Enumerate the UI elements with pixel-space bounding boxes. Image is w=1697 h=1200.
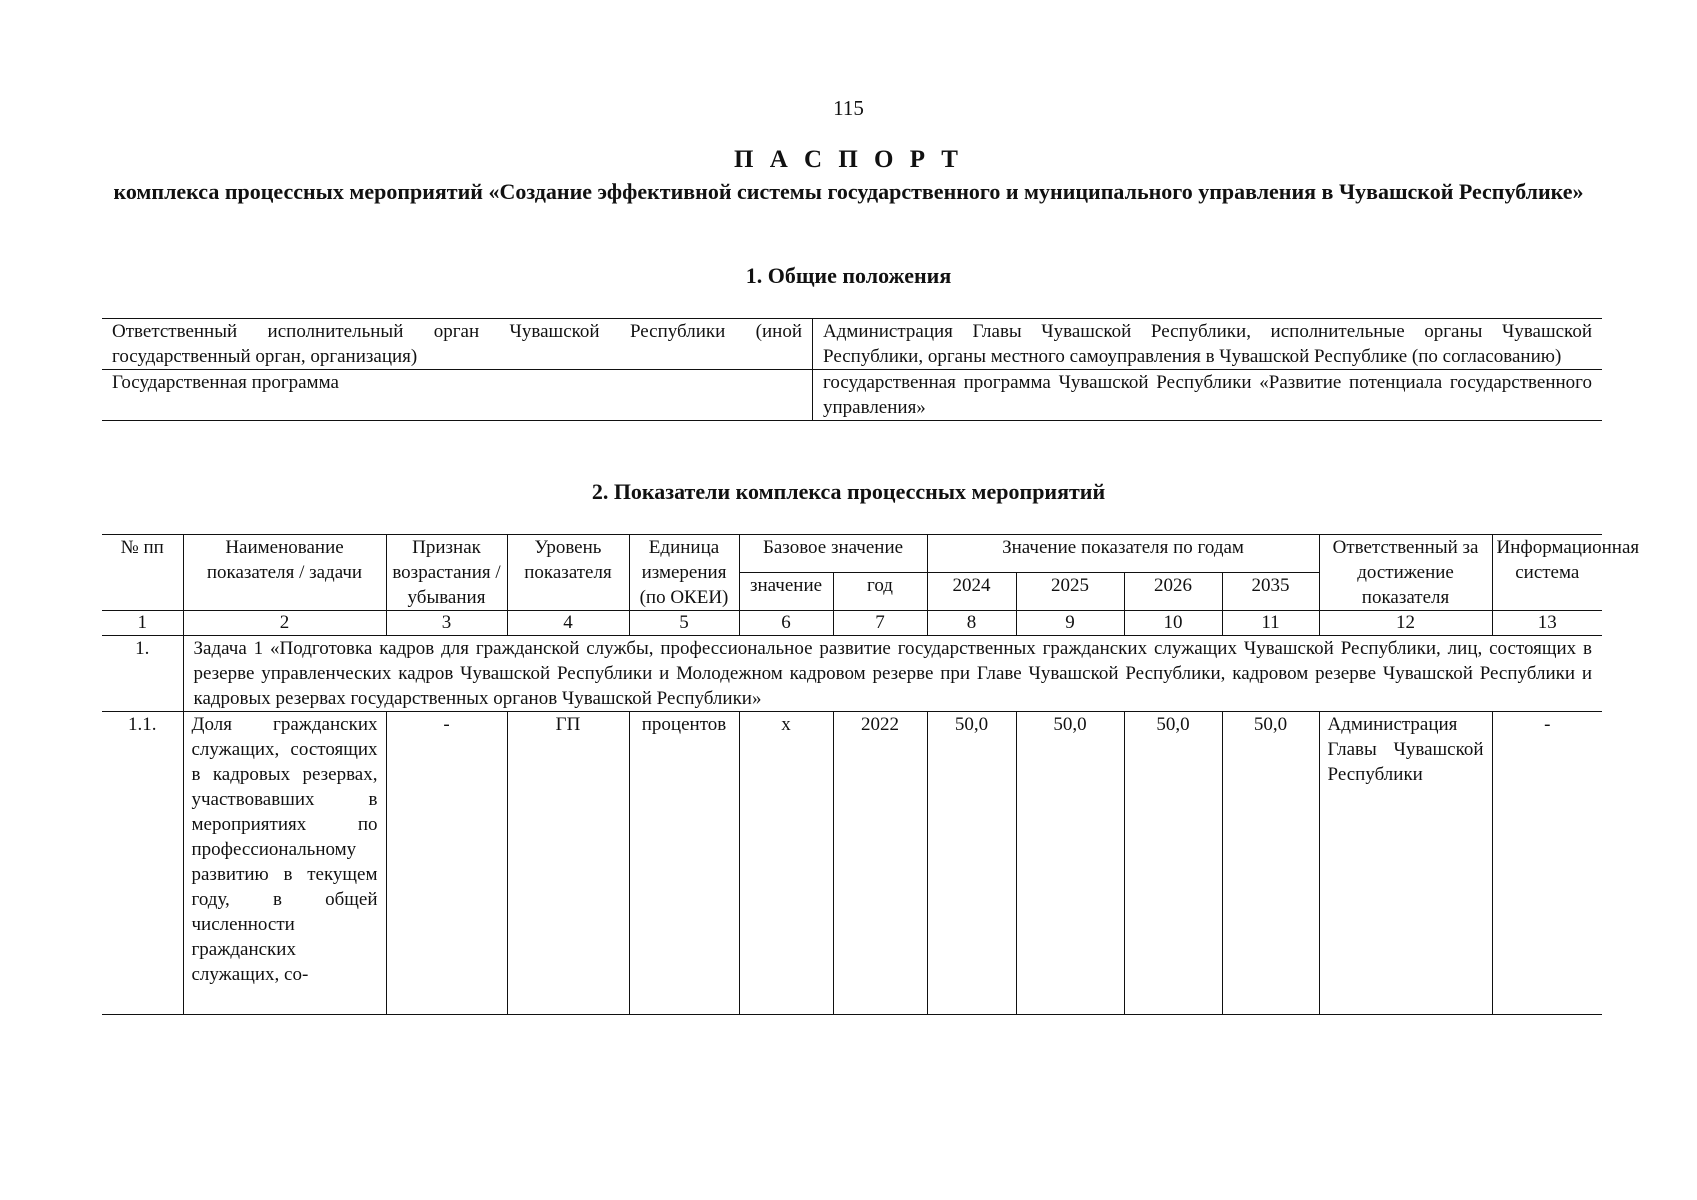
header-num: № пп <box>102 535 183 611</box>
general-row <box>102 370 1602 421</box>
header-base: Базовое значение <box>739 535 927 573</box>
column-numbers-row <box>102 611 1602 636</box>
column-number: 8 <box>927 611 1016 636</box>
general-row-label: Ответственный исполнительный орган Чувашской Республики (иной государственный орган, организация) <box>102 319 813 370</box>
column-number: 4 <box>507 611 629 636</box>
header-years-group: Значение показателя по годам <box>927 535 1319 573</box>
column-number: 11 <box>1222 611 1319 636</box>
header-level: Уровень показателя <box>507 535 629 611</box>
header-year-2024: 2024 <box>927 573 1016 611</box>
indicator-unit: процентов <box>629 712 739 1015</box>
task-row <box>102 636 1602 712</box>
indicator-name: Доля гражданских служащих, состоящих в кадровых резервах, участвовавших в мероприятиях по профессиональному развитию в текущем году, в общей численности гражданских служащих, со- <box>183 712 386 1015</box>
column-number: 3 <box>386 611 507 636</box>
header-responsible: Ответственный за достижение показателя <box>1319 535 1492 611</box>
column-number: 13 <box>1492 611 1602 636</box>
column-number: 10 <box>1124 611 1222 636</box>
header-row <box>102 535 1602 573</box>
column-number: 9 <box>1016 611 1124 636</box>
header-year-2026: 2026 <box>1124 573 1222 611</box>
header-year-2035: 2035 <box>1222 573 1319 611</box>
column-number: 1 <box>102 611 183 636</box>
document-title: П А С П О Р Т <box>734 146 963 173</box>
general-row-value: государственная программа Чувашской Республики «Развитие потенциала государственного управления» <box>823 372 1592 418</box>
task-text: Задача 1 «Подготовка кадров для гражданской службы, профессиональное развитие государственных гражданских служащих Чувашской Республики, лиц, состоящих в резерве управленческих кадров Чувашской Республики и Молодежном кадровом резерве при Главе Чувашской Республики, кадровом резерве Чувашской Республики и кадровых резервах государственных органов Чувашской Республики» <box>183 636 1602 712</box>
general-row-value: Администрация Главы Чувашской Республики, исполнительные органы Чувашской Республики, органы местного самоуправления в Чувашской Республике (по согласованию) <box>813 319 1603 370</box>
document-subtitle: комплекса процессных мероприятий «Создание эффективной системы государственного и муниципального управления в Чувашской Республике» <box>113 179 1584 204</box>
header-info-system: Информационная система <box>1492 535 1602 611</box>
section-2-heading: 2. Показатели комплекса процессных мероприятий <box>591 479 1106 504</box>
header-base-year: год <box>833 573 927 611</box>
column-number: 2 <box>183 611 386 636</box>
general-row-label: Государственная программа <box>102 370 813 421</box>
indicator-info-system: - <box>1492 712 1602 1015</box>
general-provisions-table <box>102 318 1602 421</box>
column-number: 12 <box>1319 611 1492 636</box>
indicator-level: ГП <box>507 712 629 1015</box>
indicator-value-2024: 50,0 <box>927 712 1016 1015</box>
header-base-value: значение <box>739 573 833 611</box>
header-name: Наименование показателя / задачи <box>183 535 386 611</box>
indicator-value-2026: 50,0 <box>1124 712 1222 1015</box>
indicator-row <box>102 712 1602 1015</box>
indicator-num: 1.1. <box>102 712 183 1015</box>
section-1-heading: 1. Общие положения <box>745 263 952 288</box>
indicator-value-2025: 50,0 <box>1016 712 1124 1015</box>
indicator-value-2035: 50,0 <box>1222 712 1319 1015</box>
header-year-2025: 2025 <box>1016 573 1124 611</box>
column-number: 7 <box>833 611 927 636</box>
indicator-sign: - <box>386 712 507 1015</box>
indicator-base-year: 2022 <box>833 712 927 1015</box>
page-number: 115 <box>833 96 864 120</box>
indicator-responsible: Администрация Главы Чувашской Республики <box>1319 712 1492 1015</box>
header-sign: Признак возрастания / убывания <box>386 535 507 611</box>
indicator-base-value: х <box>739 712 833 1015</box>
column-number: 6 <box>739 611 833 636</box>
header-unit: Единица измерения (по ОКЕИ) <box>629 535 739 611</box>
column-number: 5 <box>629 611 739 636</box>
task-num: 1. <box>102 636 183 712</box>
indicators-table <box>102 534 1640 1015</box>
general-row <box>102 319 1602 370</box>
